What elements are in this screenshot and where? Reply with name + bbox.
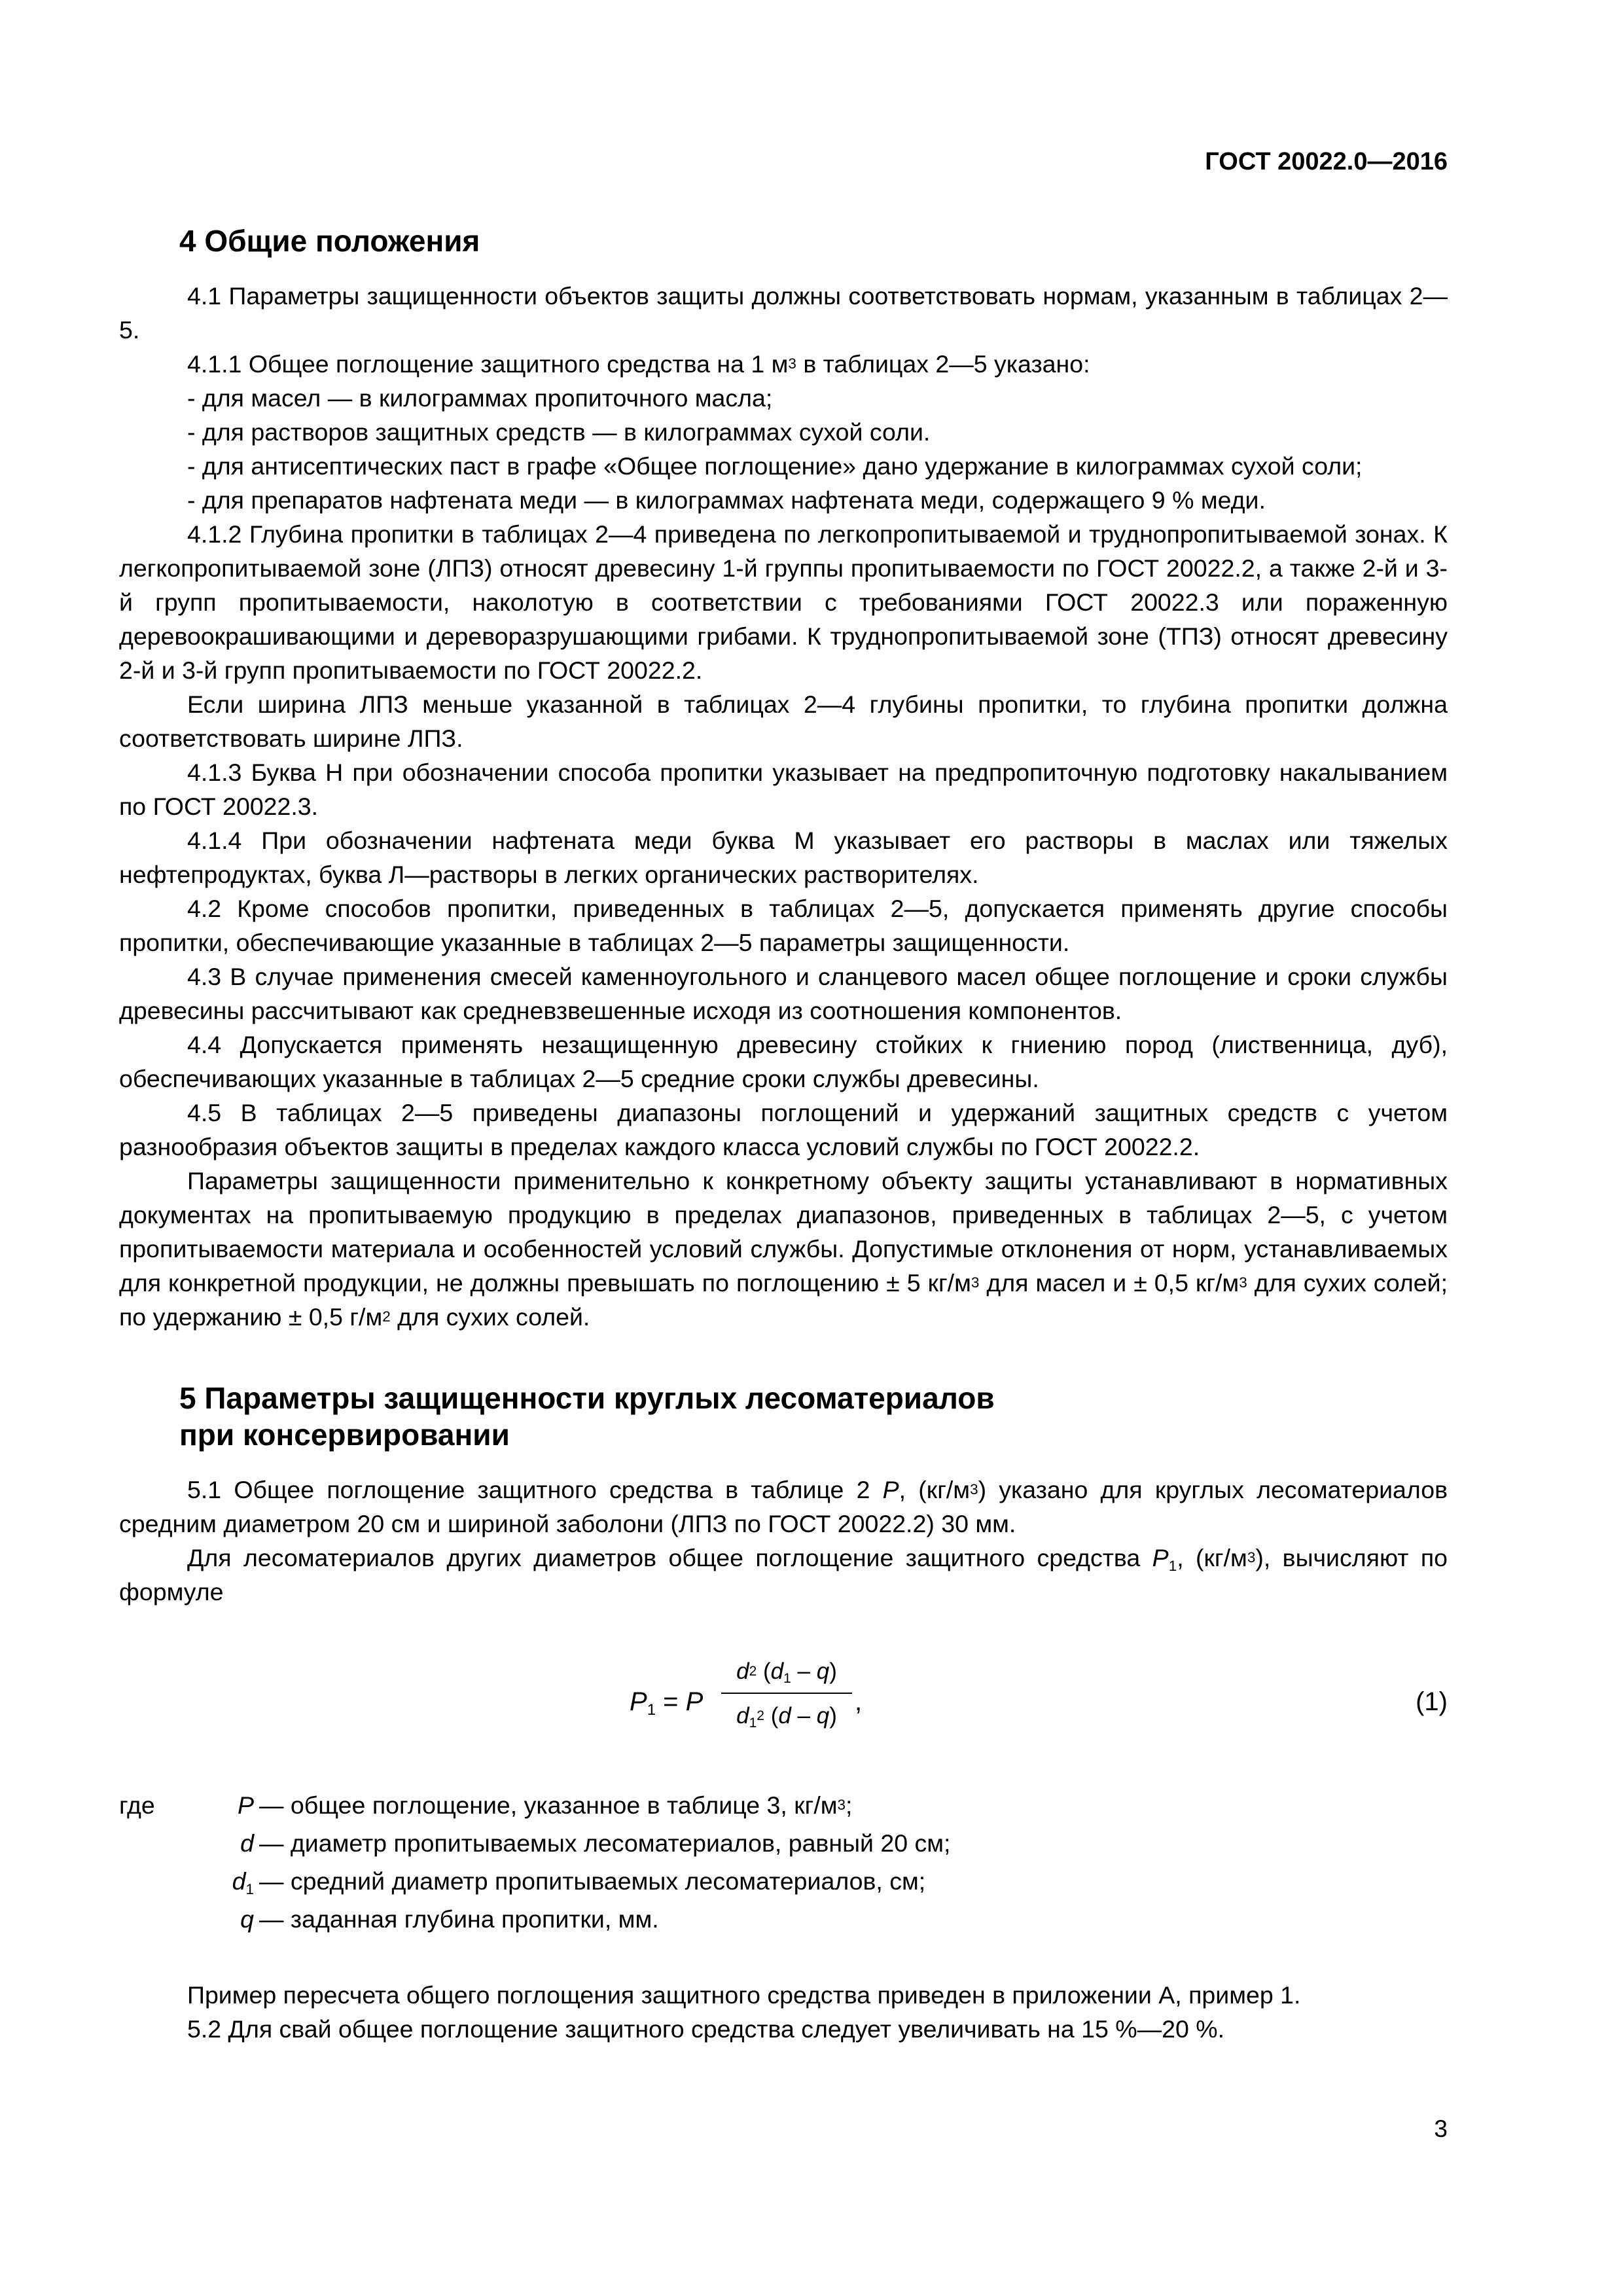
paragraph-4-1: 4.1 Параметры защищенности объектов защиты должны соответствовать нормам, указанным в таблицах 2—5. — [119, 282, 1448, 344]
list-item: - для антисептических паст в графе «Общее поглощение» дано удержание в килограммах сухой соли; — [187, 452, 1363, 480]
legend-text: — заданная глубина пропитки, мм. — [259, 1905, 659, 1933]
document-code: ГОСТ 20022.0—2016 — [1205, 148, 1448, 175]
paragraph-4-5: 4.5 В таблицах 2—5 приведены диапазоны поглощений и удержаний защитных средств с учетом разнообразия объектов защиты в пределах каждого класса условий службы по ГОСТ 20022.2. — [119, 1099, 1448, 1160]
legend-where-label: где — [119, 1791, 155, 1819]
legend-symbol: q — [240, 1905, 254, 1933]
paragraph-4-4: 4.4 Допускается применять незащищенную древесину стойких к гниению пород (лиственница, дуб), обеспечивающих указанные в таблицах 2—5 средние сроки службы древесины. — [119, 1031, 1448, 1092]
legend-text: — общее поглощение, указанное в таблице 3, $кг/м^3$; — [259, 1791, 853, 1819]
paragraph-other-diameters: Для лесоматериалов других диаметров общее поглощение защитного средства $P_1$, $(кг/м^3)$, вычисляют по формуле — [119, 1544, 1448, 1605]
formula-comma: , — [855, 1687, 863, 1716]
paragraph-4-3: 4.3 В случае применения смесей каменноугольного и сланцевого масел общее поглощение и сроки службы древесины рассчитывают как средневзвешенные исходя из соотношения компонентов. — [119, 963, 1448, 1024]
legend-text: — средний диаметр пропитываемых лесоматериалов, см; — [259, 1867, 926, 1895]
list-item: - для препаратов нафтената меди — в килограммах нафтената меди, содержащего 9 % меди. — [187, 486, 1266, 514]
page-number: 3 — [1434, 2115, 1448, 2142]
paragraph-5-1: 5.1 Общее поглощение защитного средства в таблице 2 P, $(кг/м^3)$ указано для круглых лесоматериалов средним диаметром 20 см и шириной заболони (ЛПЗ по ГОСТ 20022.2) 30 мм. — [119, 1476, 1448, 1537]
formula-denominator: $d_1^2$ (d – q) — [736, 1703, 837, 1731]
list-item: - для масел — в килограммах пропиточного масла; — [187, 384, 773, 412]
formula-1 — [119, 1641, 1448, 1766]
legend-symbol: $d_1$ — [232, 1867, 254, 1897]
legend-text: — диаметр пропитываемых лесоматериалов, равный 20 см; — [259, 1829, 951, 1857]
section-4-title: 4 Общие положения — [179, 224, 480, 258]
formula-number: (1) — [1416, 1687, 1448, 1716]
paragraph-4-1-1: 4.1.1 Общее поглощение защитного средства на 1 $м^3$ в таблицах 2—5 указано: — [187, 350, 1090, 378]
paragraph-4-1-2: 4.1.2 Глубина пропитки в таблицах 2—4 приведена по легкопропитываемой и труднопропитываемой зонах. К легкопропитываемой зоне (ЛПЗ) относят древесину 1-й группы пропитываемости по ГОСТ 20022.2, а также 2-й и 3-й групп пропитываемости, наколотую в соответствии с требованиями ГОСТ 20022.3 или пораженную деревоокрашивающими и дереворазрушающими грибами. К труднопропитываемой зоне (ТПЗ) относят древесину 2-й и 3-й групп пропитываемости по ГОСТ 20022.2. — [119, 520, 1448, 684]
paragraph-4-2: 4.2 Кроме способов пропитки, приведенных в таблицах 2—5, допускается применять другие способы пропитки, обеспечивающие указанные в таблицах 2—5 параметры защищенности. — [119, 895, 1448, 956]
example-note: Пример пересчета общего поглощения защитного средства приведен в приложении А, пример 1. — [187, 1981, 1301, 2009]
legend-row-q — [119, 1902, 1448, 1940]
formula-lhs: $P_1 = P$ — [630, 1687, 704, 1719]
paragraph-protection-params: Параметры защищенности применительно к конкретному объекту защиты устанавливают в нормативных документах на пропитываемую продукцию в пределах диапазонов, приведенных в таблицах 2—5, с учетом пропитываемости материала и особенностей условий службы. Допустимые отклонения от норм, устанавливаемых для конкретной продукции, не должны превышать по поглощению ± 5 $кг/м^3$ для масел и ± 0,5 $кг/м^3$ для сухих солей; по удержанию ± 0,5 $г/м^2$ для сухих солей. — [119, 1167, 1448, 1331]
legend-symbol: d — [240, 1829, 254, 1857]
paragraph-4-1-2-continued: Если ширина ЛПЗ меньше указанной в таблицах 2—4 глубины пропитки, то глубина пропитки должна соответствовать ширине ЛПЗ. — [119, 691, 1448, 752]
legend-symbol: P — [237, 1791, 254, 1819]
page-body — [119, 223, 1448, 2046]
list-item: - для растворов защитных средств — в килограммах сухой соли. — [187, 418, 931, 446]
paragraph-5-2: 5.2 Для свай общее поглощение защитного средства следует увеличивать на 15 %—20 %. — [187, 2015, 1225, 2043]
legend-row-P — [119, 1788, 1448, 1826]
legend-row-d1 — [119, 1864, 1448, 1902]
legend-row-d — [119, 1826, 1448, 1864]
paragraph-4-1-3: 4.1.3 Буква Н при обозначении способа пропитки указывает на предпропиточную подготовку накалыванием по ГОСТ 20022.3. — [119, 759, 1448, 820]
formula-legend — [119, 1788, 1448, 1940]
paragraph-4-1-4: 4.1.4 При обозначении нафтената меди буква М указывает его растворы в маслах или тяжелых нефтепродуктах, буква Л—растворы в легких органических растворителях. — [119, 827, 1448, 888]
formula-numerator: $d^2$ $(d_1 - q)$ — [736, 1659, 837, 1687]
formula-fraction — [721, 1655, 852, 1733]
section-5-title: 5 Параметры защищенности круглых лесоматериалов при консервировании — [179, 1381, 995, 1452]
